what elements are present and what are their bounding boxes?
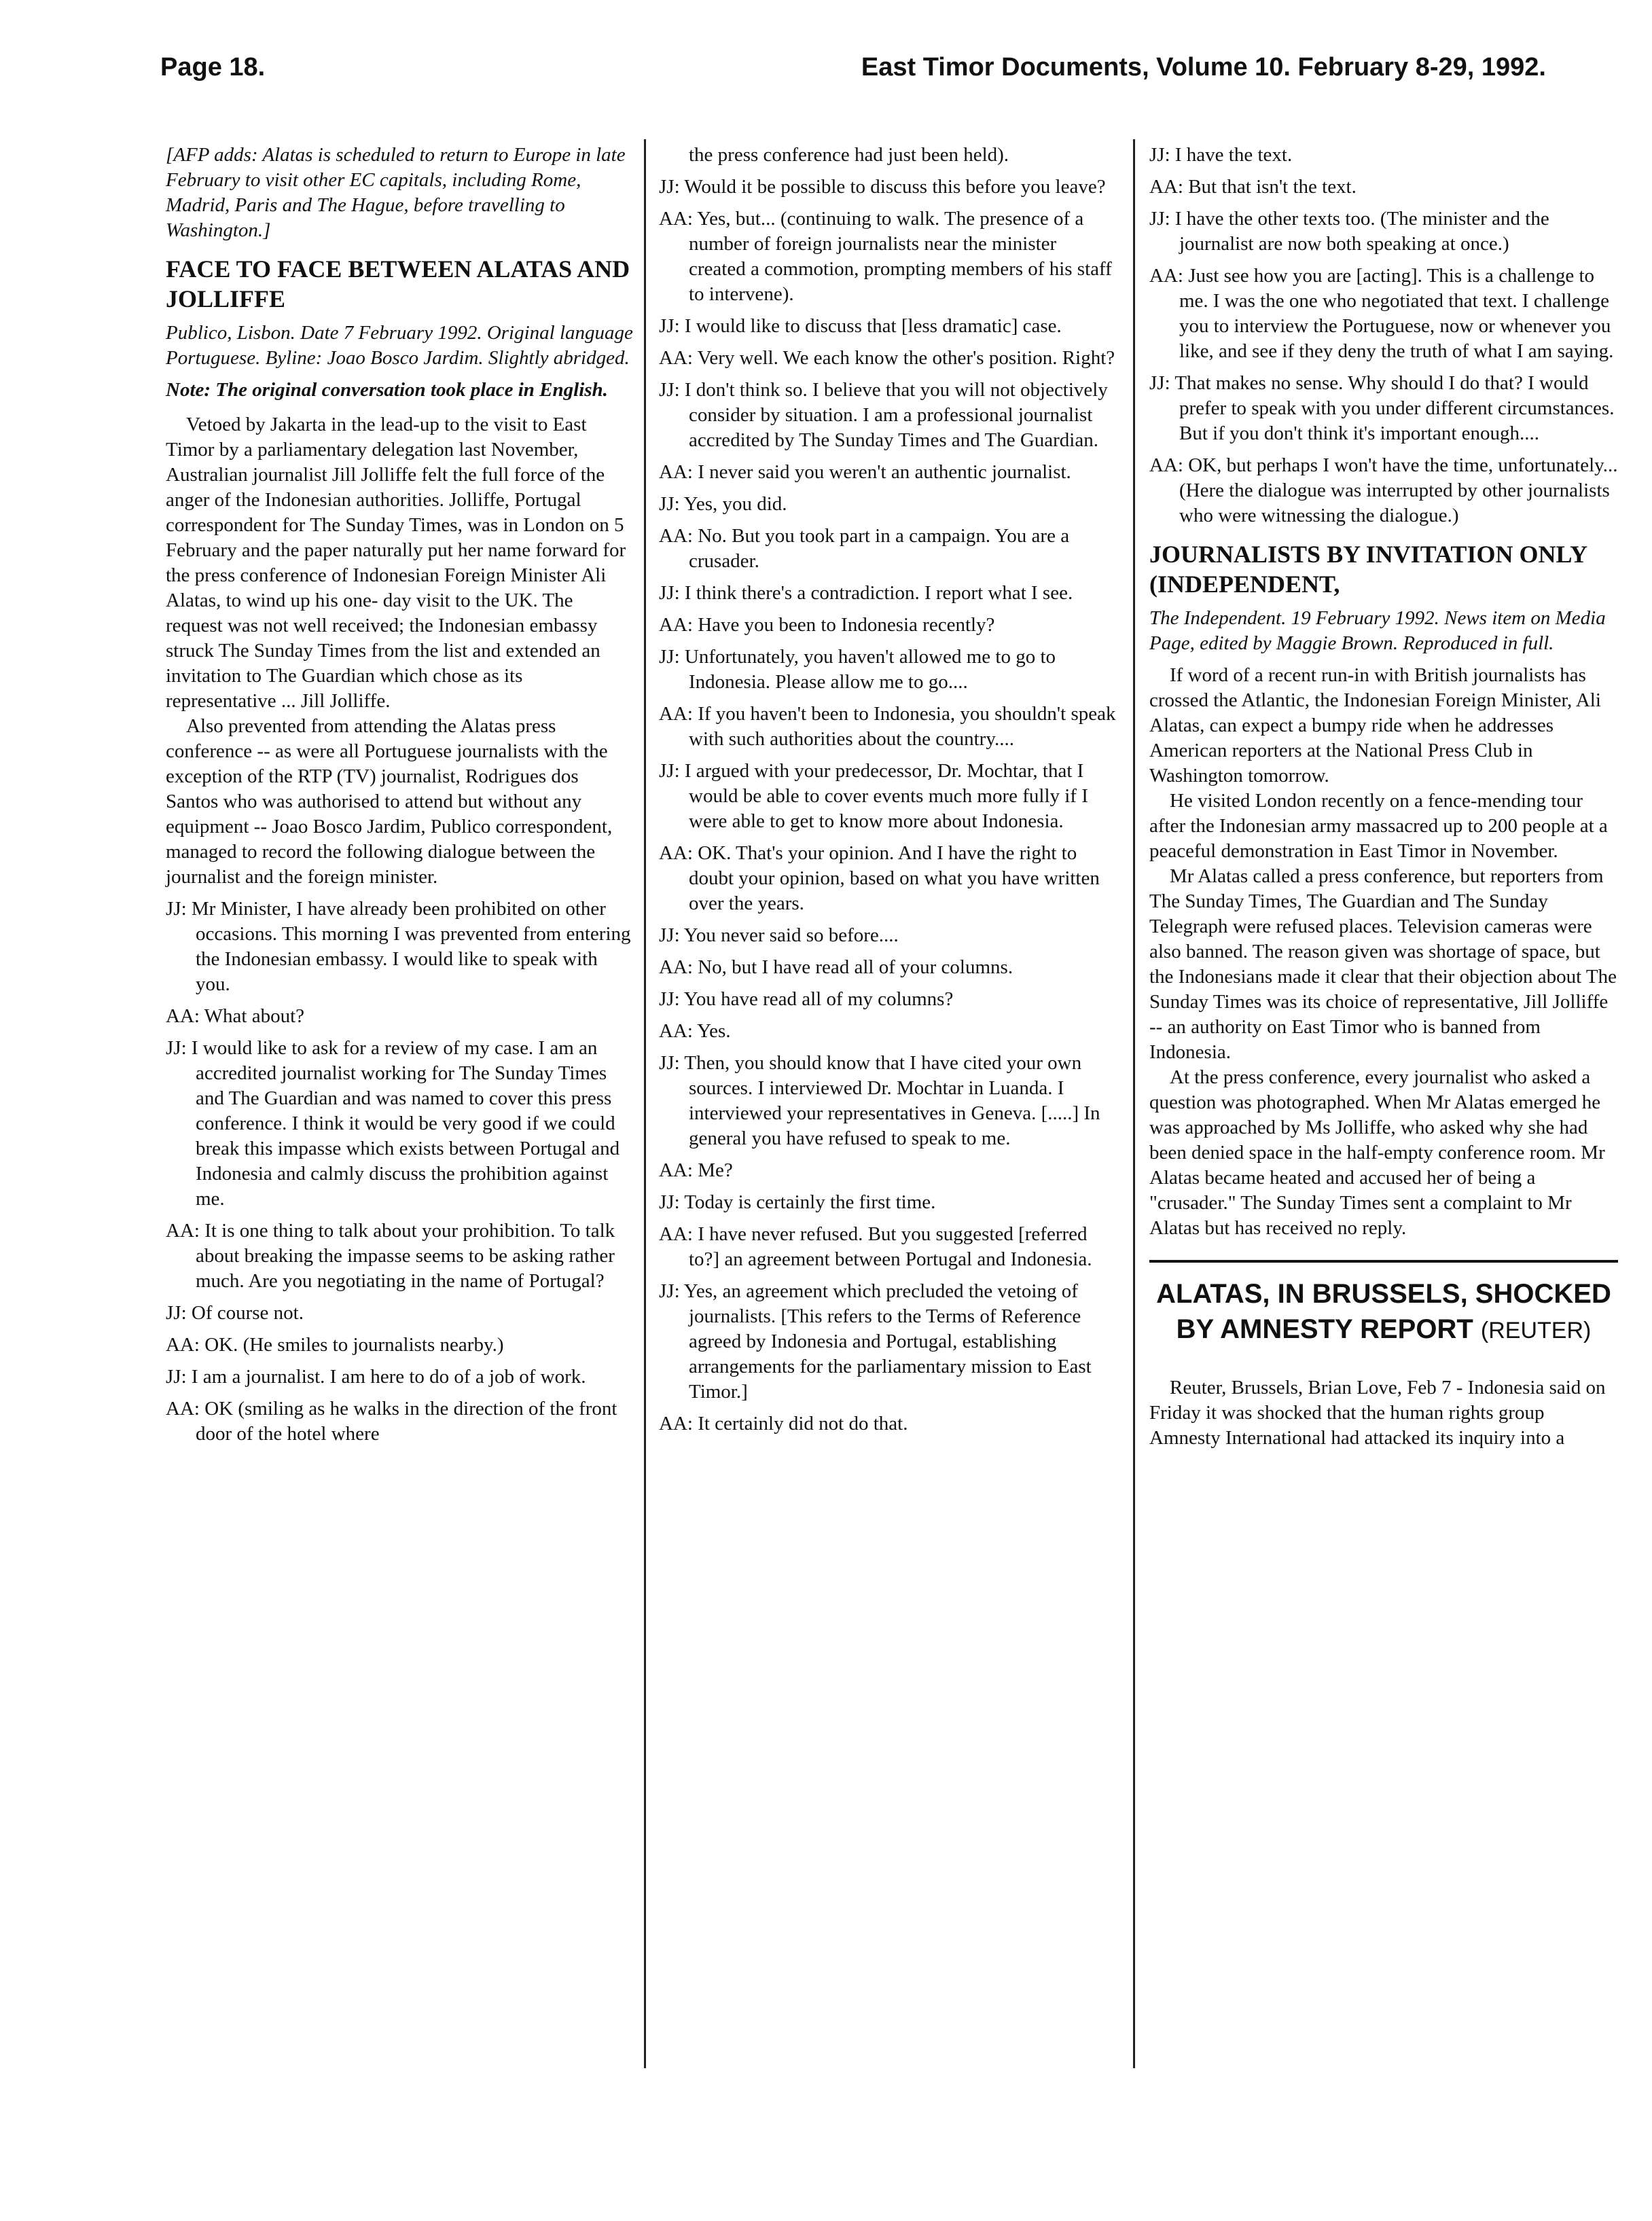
- dialogue-line: JJ: I would like to ask for a review of my case. I am an accredited journalist working for The Sunday Times and The Guardian and was named to cover this press conference. I think it would be very good if we could break this impasse which exists between Portugal and Indonesia and calmly discuss the prohibition against me.: [166, 1037, 620, 1210]
- dialogue-line: AA: Very well. We each know the other's position. Right?: [659, 347, 1115, 369]
- dialogue-line: JJ: I have the other texts too. (The minister and the journalist are now both speaking at once.): [1149, 208, 1549, 255]
- column-1: [166, 143, 633, 1453]
- article2-paragraph: Mr Alatas called a press conference, but reporters from The Sunday Times, The Guardian and The Sunday Telegraph were refused places. Television cameras were also banned. The reason given was shortage of space, but the Indonesians made it clear that their objection about The Sunday Times was its choice of representative, Jill Jolliffe -- an authority on East Timor who is banned from Indonesia.: [1149, 865, 1617, 1063]
- column-divider-2: [1133, 139, 1135, 2068]
- dialogue-line: the press conference had just been held).: [689, 144, 1009, 166]
- article2-paragraph: At the press conference, every journalist who asked a question was photographed. When Mr Alatas emerged he was approached by Ms Jolliffe, who asked why she had been denied space in the half-empty conference room. Mr Alatas became heated and accused her of being a "crusader." The Sunday Times sent a complaint to Mr Alatas but has received no reply.: [1149, 1066, 1605, 1239]
- article1-headline: FACE TO FACE BETWEEN ALATAS AND JOLLIFFE: [166, 255, 630, 312]
- dialogue-line: JJ: You never said so before....: [659, 924, 899, 946]
- dialogue-line: AA: Have you been to Indonesia recently?: [659, 614, 995, 636]
- dialogue-line: AA: Yes.: [659, 1020, 731, 1042]
- column-2: [659, 143, 1118, 1443]
- dialogue-line: JJ: That makes no sense. Why should I do that? I would prefer to speak with you under different circumstances. But if you don't think it's important enough....: [1149, 372, 1615, 444]
- dialogue-line: AA: What about?: [166, 1005, 305, 1027]
- dialogue-line: JJ: Yes, you did.: [659, 493, 787, 515]
- dialogue-line: JJ: Unfortunately, you haven't allowed me to go to Indonesia. Please allow me to go....: [659, 646, 1056, 693]
- column-divider-1: [644, 139, 646, 2068]
- article1-paragraph: Also prevented from attending the Alatas press conference -- as were all Portuguese journalists with the exception of the RTP (TV) journalist, Rodrigues dos Santos who was authorised to attend but without any equipment -- Joao Bosco Jardim, Publico correspondent, managed to record the following dialogue between the journalist and the foreign minister.: [166, 715, 613, 888]
- dialogue-line: AA: If you haven't been to Indonesia, you shouldn't speak with such authorities about the country....: [659, 703, 1116, 750]
- dialogue-line: AA: I never said you weren't an authentic journalist.: [659, 461, 1071, 483]
- section-rule: [1149, 1260, 1618, 1263]
- article2-paragraph: If word of a recent run-in with British journalists has crossed the Atlantic, the Indonesian Foreign Minister, Ali Alatas, can expect a bumpy ride when he addresses American reporters at the National Press Club in Washington tomorrow.: [1149, 664, 1601, 787]
- dialogue-line: AA: No, but I have read all of your columns.: [659, 956, 1013, 978]
- dialogue-line: AA: It is one thing to talk about your prohibition. To talk about breaking the impasse seems to be asking rather much. Are you negotiating in the name of Portugal?: [166, 1220, 615, 1292]
- article2-meta: The Independent. 19 February 1992. News item on Media Page, edited by Maggie Brown. Reproduced in full.: [1149, 607, 1606, 654]
- dialogue-line: JJ: Then, you should know that I have cited your own sources. I interviewed Dr. Mochtar in Luanda. I interviewed your representatives in Geneva. [.....] In general you have refused to speak to me.: [659, 1052, 1100, 1149]
- article3-headline-text: ALATAS, IN BRUSSELS, SHOCKED BY AMNESTY REPORT: [1156, 1279, 1611, 1344]
- dialogue-line: JJ: Of course not.: [166, 1302, 304, 1324]
- dialogue-line: AA: No. But you took part in a campaign. You are a crusader.: [659, 525, 1070, 572]
- dialogue-line: JJ: I would like to discuss that [less dramatic] case.: [659, 315, 1062, 337]
- dialogue-line: AA: OK (smiling as he walks in the direction of the front door of the hotel where: [166, 1398, 617, 1445]
- dialogue-line: JJ: Would it be possible to discuss this before you leave?: [659, 176, 1106, 198]
- dialogue-line: AA: OK, but perhaps I won't have the time, unfortunately... (Here the dialogue was interrupted by other journalists who were witnessing the dialogue.): [1149, 454, 1618, 526]
- running-title: East Timor Documents, Volume 10. February 8-29, 1992.: [861, 53, 1546, 82]
- article1-meta: Publico, Lisbon. Date 7 February 1992. Original language Portuguese. Byline: Joao Bosco Jardim. Slightly abridged.: [166, 322, 633, 369]
- article1-note: Note: The original conversation took place in English.: [166, 379, 608, 401]
- dialogue-line: JJ: Today is certainly the first time.: [659, 1191, 936, 1213]
- dialogue-line: AA: It certainly did not do that.: [659, 1413, 908, 1434]
- dialogue-line: AA: Me?: [659, 1159, 733, 1181]
- article3-source: (REUTER): [1480, 1318, 1592, 1343]
- article2-headline: JOURNALISTS BY INVITATION ONLY (INDEPENDENT,: [1149, 541, 1587, 598]
- dialogue-line: JJ: I think there's a contradiction. I report what I see.: [659, 582, 1073, 604]
- dialogue-line: AA: OK. (He smiles to journalists nearby.): [166, 1334, 504, 1356]
- dialogue-line: AA: Just see how you are [acting]. This is a challenge to me. I was the one who negotiated that text. I challenge you to interview the Portuguese, now or whenever you like, and see if they deny the truth of what I am saying.: [1149, 265, 1614, 362]
- article3-headline: [1149, 1276, 1618, 1348]
- article3-paragraph: Reuter, Brussels, Brian Love, Feb 7 - Indonesia said on Friday it was shocked that the human rights group Amnesty International had attacked its inquiry into a: [1149, 1377, 1606, 1449]
- dialogue-line: JJ: I am a journalist. I am here to do of a job of work.: [166, 1366, 586, 1388]
- dialogue-line: JJ: I have the text.: [1149, 144, 1293, 166]
- dialogue-line: AA: Yes, but... (continuing to walk. The presence of a number of foreign journalists near the minister created a commotion, prompting members of his staff to intervene).: [659, 208, 1112, 305]
- dialogue-line: JJ: Mr Minister, I have already been prohibited on other occasions. This morning I was prevented from entering the Indonesian embassy. I would like to speak with you.: [166, 898, 631, 995]
- dialogue-line: JJ: I don't think so. I believe that you will not objectively consider by situation. I am a professional journalist accredited by The Sunday Times and The Guardian.: [659, 379, 1108, 451]
- afp-note: [AFP adds: Alatas is scheduled to return to Europe in late February to visit other EC capitals, including Rome, Madrid, Paris and The Hague, before travelling to Washington.]: [166, 144, 626, 241]
- article1-paragraph: Vetoed by Jakarta in the lead-up to the visit to East Timor by a parliamentary delegation last November, Australian journalist Jill Jolliffe felt the full force of the anger of the Indonesian authorities. Jolliffe, Portugal correspondent for The Sunday Times, was in London on 5 February and the paper naturally put her name forward for the press conference of Indonesian Foreign Minister Ali Alatas, to wind up his one- day visit to the UK. The request was not well received; the Indonesian embassy struck The Sunday Times from the list and extended an invitation to The Guardian which chose as its representative ... Jill Jolliffe.: [166, 414, 626, 712]
- dialogue-line: AA: I have never refused. But you suggested [referred to?] an agreement between Portugal and Indonesia.: [659, 1223, 1092, 1270]
- page-number: Page 18.: [160, 53, 266, 82]
- article2-paragraph: He visited London recently on a fence-mending tour after the Indonesian army massacred up to 200 people at a peaceful demonstration in East Timor in November.: [1149, 790, 1608, 862]
- dialogue-line: AA: OK. That's your opinion. And I have the right to doubt your opinion, based on what you have written over the years.: [659, 842, 1100, 914]
- page-header: [160, 53, 1546, 94]
- dialogue-line: JJ: You have read all of my columns?: [659, 988, 954, 1010]
- dialogue-line: AA: But that isn't the text.: [1149, 176, 1357, 198]
- dialogue-line: JJ: Yes, an agreement which precluded the vetoing of journalists. [This refers to the Terms of Reference agreed by Indonesia and Portugal, establishing arrangements for the parliamentary mission to East Timor.]: [659, 1280, 1092, 1403]
- column-3: [1149, 143, 1618, 1451]
- dialogue-line: JJ: I argued with your predecessor, Dr. Mochtar, that I would be able to cover events much more fully if I were able to get to know more about Indonesia.: [659, 760, 1088, 832]
